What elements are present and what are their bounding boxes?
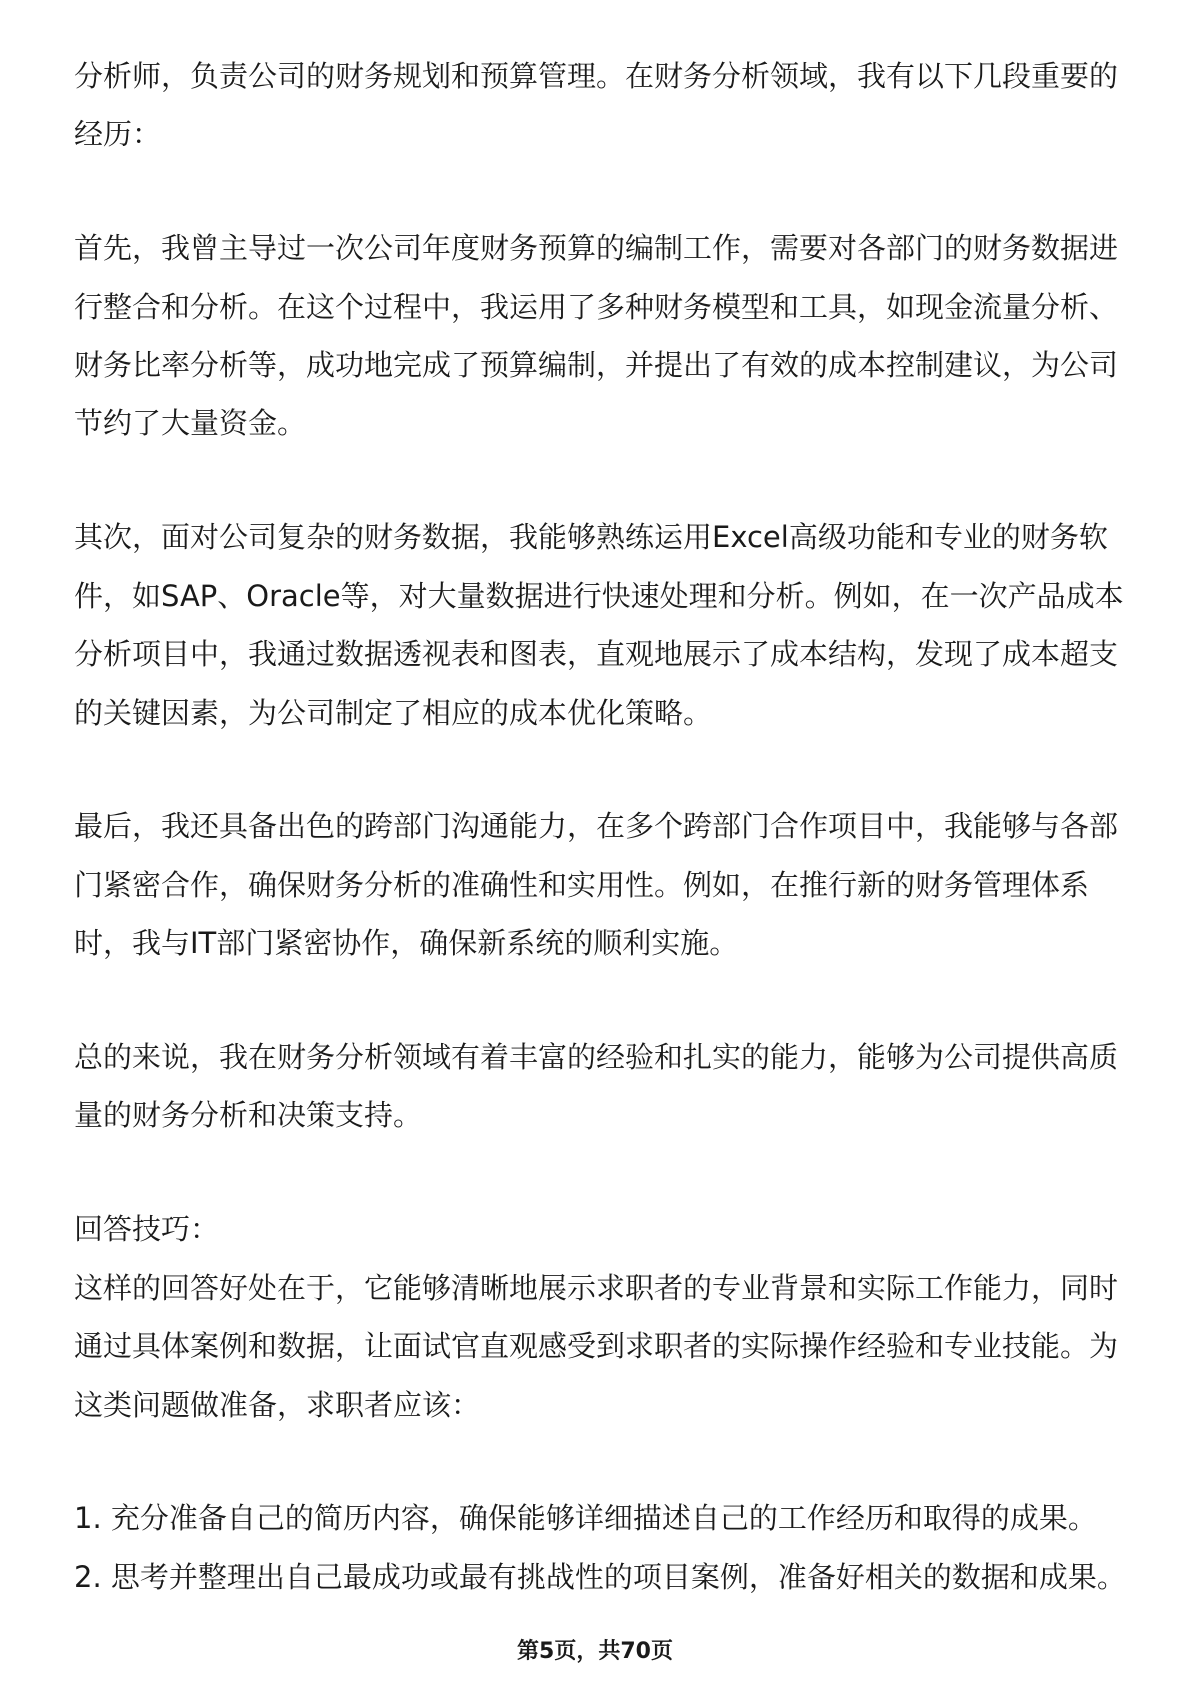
text-line: 量的财务分析和决策支持。 bbox=[74, 1098, 423, 1133]
text-line: 首先，我曾主导过一次公司年度财务预算的编制工作，需要对各部门的财务数据进 bbox=[74, 231, 1119, 266]
page-number: 第5页，共70页 bbox=[517, 1639, 673, 1664]
text-line: 件，如SAP、Oracle等，对大量数据进行快速处理和分析。例如，在一次产品成本 bbox=[74, 578, 1124, 613]
text-line: 时，我与IT部门紧密协作，确保新系统的顺利实施。 bbox=[74, 926, 739, 961]
text-line: 分析师，负责公司的财务规划和预算管理。在财务分析领域，我有以下几段重要的 bbox=[74, 59, 1119, 93]
paragraph-summary bbox=[74, 1028, 1164, 1145]
paragraph-first bbox=[74, 219, 1164, 453]
text-line: 经历： bbox=[74, 117, 162, 152]
text-line: 总的来说，我在财务分析领域有着丰富的经验和扎实的能力，能够为公司提供高质 bbox=[74, 1040, 1119, 1075]
text-line: 行整合和分析。在这个过程中，我运用了多种财务模型和工具，如现金流量分析、 bbox=[74, 289, 1119, 324]
text-line: 这类问题做准备，求职者应该： bbox=[74, 1387, 481, 1422]
document-body bbox=[74, 47, 1164, 1606]
text-line: 门紧密合作，确保财务分析的准确性和实用性。例如，在推行新的财务管理体系 bbox=[74, 867, 1090, 902]
text-line: 的关键因素，为公司制定了相应的成本优化策略。 bbox=[74, 695, 713, 730]
text-line: 节约了大量资金。 bbox=[74, 406, 307, 441]
paragraph-third bbox=[74, 797, 1164, 972]
text-line: 通过具体案例和数据，让面试官直观感受到求职者的实际操作经验和专业技能。为 bbox=[74, 1329, 1119, 1364]
text-line: 这样的回答好处在于，它能够清晰地展示求职者的专业背景和实际工作能力，同时 bbox=[74, 1270, 1119, 1305]
section-heading: 回答技巧： bbox=[74, 1212, 220, 1247]
list-item: 1. 充分准备自己的简历内容，确保能够详细描述自己的工作经历和取得的成果。 bbox=[74, 1501, 1097, 1536]
text-line: 其次，面对公司复杂的财务数据，我能够熟练运用Excel高级功能和专业的财务软 bbox=[74, 520, 1108, 555]
text-line: 最后，我还具备出色的跨部门沟通能力，在多个跨部门合作项目中，我能够与各部 bbox=[74, 809, 1119, 844]
paragraph-intro bbox=[74, 47, 1164, 164]
text-line: 分析项目中，我通过数据透视表和图表，直观地展示了成本结构，发现了成本超支 bbox=[74, 637, 1119, 672]
tips-list bbox=[74, 1489, 1164, 1606]
list-item: 2. 思考并整理出自己最成功或最有挑战性的项目案例，准备好相关的数据和成果。 bbox=[74, 1559, 1126, 1594]
text-line: 财务比率分析等，成功地完成了预算编制，并提出了有效的成本控制建议，为公司 bbox=[74, 348, 1119, 383]
paragraph-second bbox=[74, 508, 1164, 742]
tips-section bbox=[74, 1200, 1164, 1434]
